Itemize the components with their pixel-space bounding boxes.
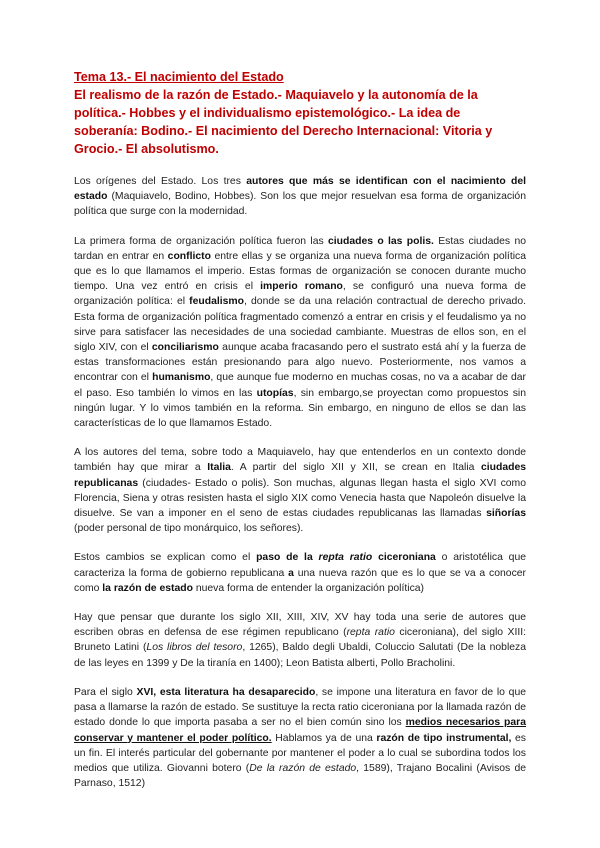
paragraph	[74, 445, 526, 536]
document-title: Tema 13.- El nacimiento del Estado	[74, 70, 284, 84]
emphasis-text: ciceroniana	[372, 552, 436, 564]
emphasis-text: De la razón de estado	[249, 762, 357, 774]
document-subtitle: El realismo de la razón de Estado.- Maquiavelo y la autonomía de la política.- Hobbes y el individualismo epistemológico.- La idea de soberanía: Bodino.- El nacimiento del Derecho Internacional: Vitoria y Grocio.- El absolutismo.	[74, 88, 493, 156]
emphasis-text: autores que más se identifican con el nacimiento del estado	[74, 176, 527, 203]
paragraph-text: , se impone una literatura en favor de lo que pasa a llamarse la razón de estado. Se sustituye la recta ratio ciceroniana por la llamada razón de estado donde lo que importa pasaba a ser no el bien común sino los	[74, 686, 526, 729]
paragraph-text: , donde se da una relación contractual de derecho privado. Esta forma de organización política fragmentado comenzó a entrar en crisis y el feudalismo ya no sirve para satisfacer las necesidades de una sociedad cambiante. Muestras de ellos son, en el siglo XIV, con el	[74, 296, 526, 354]
paragraph-text: Hay que pensar que durante los siglo XII, XIII, XIV, XV hay toda una serie de autores que escriben obras en defensa de ese régimen republicano (	[74, 612, 526, 639]
document-body	[74, 174, 526, 791]
paragraph	[74, 610, 526, 671]
paragraph	[74, 550, 526, 596]
paragraph-text: una nueva razón que es lo que se va a conocer como	[74, 567, 526, 594]
emphasis-text: conciliarismo	[151, 342, 219, 354]
paragraph	[74, 234, 526, 432]
paragraph-text: es un fin. El interés particular del gobernante por mantener el poder a lo cual se subordina todos los medios que utiliza. Giovanni botero (	[74, 732, 526, 774]
paragraph-text: . A partir del siglo XII y XII, se crean en Italia	[230, 462, 481, 474]
paragraph-text: , se configuró una nueva forma de organización política: el	[74, 281, 526, 308]
paragraph-text: (poder personal de tipo monárquico, los señores).	[74, 523, 304, 535]
emphasis-text: utopías	[256, 387, 294, 399]
emphasis-text: siñorías	[486, 508, 526, 520]
emphasis-text: conflicto	[167, 250, 211, 262]
emphasis-text: razón de tipo instrumental,	[376, 732, 512, 744]
emphasis-text: paso de la	[256, 552, 319, 564]
paragraph-text: Los orígenes del Estado. Los tres	[74, 176, 247, 187]
paragraph	[74, 174, 526, 220]
paragraph-text: , sin embargo,se proyectan como propuestos sin ningún lugar. Y lo vimos también en la reforma. Sin embargo, en ninguno de ellos se dan las características de lo que llamamos Estado.	[74, 387, 526, 430]
paragraph-text: nueva forma de entender la organización política)	[192, 582, 424, 594]
paragraph-text: Para el siglo	[74, 686, 137, 698]
paragraph-text: La primera forma de organización política fueron las	[74, 235, 328, 247]
emphasis-text: humanismo	[152, 372, 211, 384]
paragraph-text: Estos cambios se explican como el	[74, 552, 257, 564]
paragraph-text: , que aunque fue moderno en muchas cosas, no va a acabar de dar el paso. Eso también lo vimos en las	[74, 372, 526, 399]
paragraph-text: o aristotélica que caracteriza la forma de gobierno republicana	[74, 552, 527, 579]
paragraph-text: A los autores del tema, sobre todo a Maquiavelo, hay que entenderlos en un contexto donde también hay que mirar a	[74, 447, 526, 474]
paragraph-text: entre ellas y se organiza una nueva forma de organización política que es lo que llamamos el imperio. Estas formas de organización se conocen durante mucho tiempo. Una vez entró en crisis el	[74, 250, 526, 293]
paragraph	[74, 685, 526, 791]
emphasis-text: feudalismo	[189, 296, 245, 308]
emphasis-text: ciudades republicanas	[74, 462, 527, 489]
emphasis-text: a	[288, 567, 294, 579]
emphasis-text: repta ratio	[318, 552, 373, 564]
emphasis-text: XVI, esta literatura ha desaparecido	[136, 686, 316, 698]
paragraph-text: (Maquiavelo, Bodino, Hobbes). Son los que mejor resuelvan esa forma de organización política que surge con la modernidad.	[74, 191, 526, 218]
paragraph-text: , 1265), Baldo degli Ubaldi, Coluccio Salutati (De la nobleza de las leyes en 1399 y De la tiranía en 1400); Leon Batista alberti, Pollo Bracholini.	[74, 642, 527, 669]
emphasis-text: medios necesarios para conservar y mantener el poder político.	[74, 717, 526, 744]
emphasis-text: ciudades o las polis.	[328, 235, 434, 247]
paragraph-text: Estas ciudades no tardan en entrar en	[74, 235, 526, 262]
emphasis-text: Italia	[207, 462, 231, 474]
document-page	[74, 68, 526, 805]
emphasis-text: imperio romano	[260, 281, 343, 293]
emphasis-text: Los libros del tesoro	[146, 642, 243, 654]
emphasis-text: la razón de estado	[102, 582, 193, 594]
paragraph-text: Hablamos ya de una	[271, 732, 377, 744]
paragraph-text: ciceroniana), del siglo XIII: Bruneto Latini (	[74, 627, 526, 654]
emphasis-text: repta ratio	[346, 627, 395, 639]
paragraph-text: aunque acaba fracasando pero el sustrato está ahí y la fuerza de estas transformaciones están presionando para algo nuevo. Posteriormente, nos vamos a encontrar con el	[74, 342, 526, 384]
paragraph-text: (ciudades- Estado o polis). Son muchas, algunas llegan hasta el siglo XVI como Florencia, Siena y otras resisten hasta el siglo XIX como Venecia hasta que Napoleón disuelve la disuelve. Se van a imponer en el seno de estas ciudades republicanas las llamadas	[74, 477, 526, 520]
paragraph-text: , 1589), Trajano Bocalini (Avisos de Parnaso, 1512)	[74, 762, 527, 790]
